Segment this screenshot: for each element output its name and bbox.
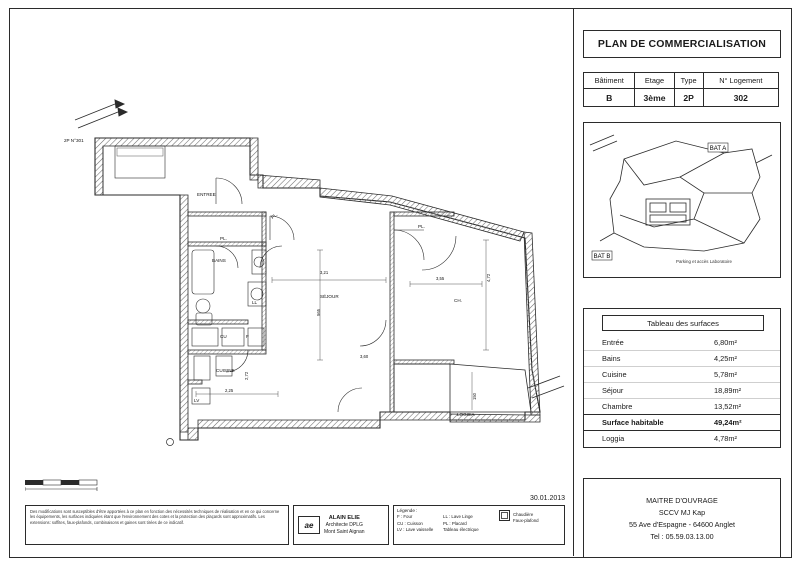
- scale-bar: [25, 478, 103, 494]
- legend-item: LL : Lave Linge: [443, 514, 473, 520]
- id-value-type: 2P: [674, 89, 703, 107]
- surface-table: [583, 308, 781, 448]
- appliance-label-f: F: [246, 334, 249, 339]
- dimension-text: 4,72: [486, 273, 491, 282]
- table-row: [584, 431, 780, 446]
- surface-name: Loggia: [602, 434, 625, 443]
- surface-value: 6,80m²: [714, 338, 738, 347]
- surface-value: 13,52m²: [714, 402, 742, 411]
- dimension-text: 565: [316, 309, 321, 316]
- owner-block: [583, 478, 781, 558]
- id-header-logement: N° Logement: [703, 73, 778, 89]
- surface-name: Séjour: [602, 386, 624, 395]
- room-label-loggia: LOGGIA: [457, 412, 475, 417]
- legend-item: Faux-plafond: [513, 518, 539, 524]
- door-label-pp-302: PL.: [270, 211, 279, 220]
- surface-name: Cuisine: [602, 370, 627, 379]
- owner-heading: MAITRE D'OUVRAGE: [646, 495, 718, 505]
- dimension-text: 3,21: [320, 270, 329, 275]
- legend-item: Chaudière: [513, 512, 534, 517]
- room-label-sejour: SÉJOUR: [320, 294, 339, 299]
- table-row: [584, 351, 780, 367]
- surface-value: 4,25m²: [714, 354, 738, 363]
- architect-box: [293, 505, 389, 545]
- dimension-text: 3,60: [360, 354, 369, 359]
- surface-value: 49,24m²: [714, 418, 742, 427]
- apartment-id-table: [583, 72, 779, 107]
- dimension-text: 2,25: [225, 388, 234, 393]
- legend-item: F : Four: [397, 514, 413, 520]
- owner-phone: Tel : 05.59.03.13.00: [650, 531, 714, 541]
- panel-divider: [573, 8, 574, 556]
- legend-item: CU : Cuisson: [397, 520, 423, 526]
- owner-name: SCCV MJ Kap: [658, 507, 706, 517]
- surface-name: Bains: [602, 354, 621, 363]
- surface-value: 4,78m²: [714, 434, 738, 443]
- id-value-etage: 3ème: [635, 89, 674, 107]
- bottom-title-block: [25, 505, 565, 545]
- surface-name: Surface habitable: [602, 418, 664, 427]
- plan-date: 30.01.2013: [530, 495, 566, 502]
- legend-item: Tableau électrique: [443, 527, 479, 533]
- dimension-text: 3,55: [436, 276, 445, 281]
- room-label-placard-2: PL.: [220, 236, 227, 241]
- legal-notes: Des modifications sont susceptibles d'être apportées à ce plan en fonction des nécessités techniques de réalisation et en ce qui concerne les équipements, les surfaces indiquées étant que l'environnement des cotes et la protection des plaçards sont approximatifs. Les extensions: soffites, faux-plafonds, combinaisons et gaines sont tirées de ce indicatif.: [30, 509, 280, 525]
- svg-text:Parking et accès Laboratoire: Parking et accès Laboratoire: [676, 259, 732, 264]
- id-value-logement: 302: [703, 89, 778, 107]
- surface-name: Chambre: [602, 402, 633, 411]
- id-header-batiment: Bâtiment: [584, 73, 635, 89]
- architect-role: Architecte DPLG: [325, 521, 363, 528]
- architect-name: ALAIN ELIE: [328, 514, 360, 521]
- id-value-batiment: B: [584, 89, 635, 107]
- table-row: [584, 367, 780, 383]
- surface-value: 18,89m²: [714, 386, 742, 395]
- room-label-entree: ENTREE: [197, 192, 216, 197]
- appliance-label-ll: LL: [252, 300, 258, 305]
- table-row: [584, 335, 780, 351]
- architect-city: Mont Saint Aignan: [324, 528, 365, 535]
- svg-text:BAT A: BAT A: [709, 146, 727, 152]
- surface-name: Entrée: [602, 338, 624, 347]
- room-label-bains: BAINS: [212, 258, 226, 263]
- table-row: [584, 383, 780, 399]
- appliance-label-lv: LV: [194, 398, 200, 403]
- surface-table-title: Tableau des surfaces: [602, 315, 764, 331]
- dimension-text: 2,72: [244, 371, 249, 380]
- table-row-total: [584, 415, 780, 431]
- legal-notes-box: [25, 505, 289, 545]
- surface-value: 5,78m²: [714, 370, 738, 379]
- neighbour-label-2p-301: 2P N°301: [64, 138, 84, 143]
- svg-text:BAT B: BAT B: [593, 254, 611, 260]
- dimension-text: 150: [472, 393, 477, 400]
- legend-box: [393, 505, 565, 545]
- room-label-cuisine: CUISINE: [216, 368, 235, 373]
- key-plan: [583, 122, 781, 278]
- room-label-chambre: CH.: [454, 298, 462, 303]
- page-title: PLAN DE COMMERCIALISATION: [597, 38, 767, 50]
- architect-logo: ae: [298, 516, 320, 534]
- appliance-label-cu: CU: [220, 334, 227, 339]
- plan-title-box: [583, 30, 781, 58]
- table-row: [584, 399, 780, 415]
- id-header-type: Type: [674, 73, 703, 89]
- legend-title: Légende :: [397, 508, 418, 513]
- info-panel: [575, 10, 788, 554]
- room-label-placard-1: PL.: [418, 224, 425, 229]
- legend-item: LV : Lave vaisselle: [397, 527, 434, 533]
- boiler-icon: [499, 510, 510, 521]
- apartment-plan-drawing: [20, 20, 565, 480]
- legend-item: PL : Placard: [443, 520, 467, 526]
- owner-address: 55 Ave d'Espagne - 64600 Anglet: [629, 519, 735, 529]
- id-header-etage: Etage: [635, 73, 674, 89]
